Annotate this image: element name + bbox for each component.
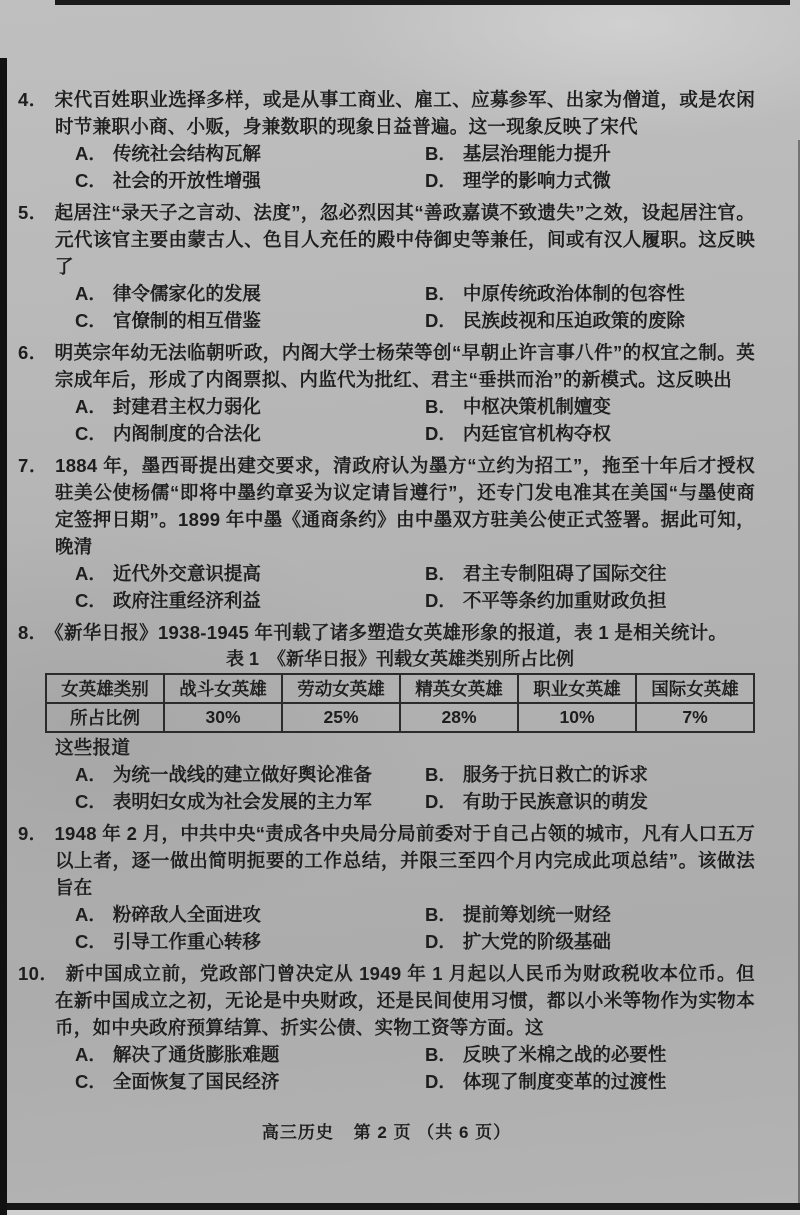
q4-option-c-text: 社会的开放性增强 [112, 170, 261, 191]
table-value-row [46, 703, 754, 732]
q4-option-d-label: D． [425, 170, 457, 191]
q4-option-b-text: 基层治理能力提升 [462, 143, 611, 164]
scan-edge-left [0, 58, 7, 1215]
footer-page-info: 第 2 页 （共 6 页） [353, 1123, 512, 1142]
q5-option-d [425, 307, 755, 334]
q10-stem-text: 新中国成立前，党政部门曾决定从 1949 年 1 月起以人民币为财政税收本位币。但在新中国成立之初，无论是中央财政，还是民间使用习惯，都以小米等物作为实物本币，如中央政府预算结算、折实公债、实物工资等方面。这 [55, 963, 755, 1038]
page-footer [18, 1118, 755, 1143]
q7-options [18, 560, 755, 614]
q6-option-c-text: 内阁制度的合法化 [112, 423, 261, 444]
q5-option-b-text: 中原传统政治体制的包容性 [462, 283, 685, 304]
q9-option-c-text: 引导工作重心转移 [112, 931, 261, 952]
table-header-cell: 国际女英雄 [636, 674, 754, 703]
q8-option-b [425, 761, 755, 788]
q10-options [18, 1041, 755, 1095]
q10-option-a [75, 1041, 425, 1068]
q9-option-a-text: 粉碎敌人全面进攻 [112, 904, 261, 925]
q7-option-c-label: C． [75, 590, 107, 611]
q6-option-a [75, 393, 425, 420]
q8-table-title: 表 1 《新华日报》刊载女英雄类别所占比例 [225, 649, 574, 669]
q8-option-d [425, 788, 755, 815]
q5-options [18, 280, 755, 334]
q9-number: 9． [18, 823, 48, 844]
q6-option-d-text: 内廷宦官机构夺权 [462, 423, 611, 444]
question-4 [18, 86, 755, 194]
q8-stem-text: 《新华日报》1938-1945 年刊载了诸多塑造女英雄形象的报道，表 1 是相关统计。 [54, 622, 728, 643]
q5-option-d-label: D． [425, 310, 457, 331]
q6-option-b-text: 中枢决策机制嬗变 [462, 396, 611, 417]
q9-options [18, 901, 755, 955]
q10-number: 10． [18, 963, 59, 984]
q10-option-a-text: 解决了通货膨胀难题 [112, 1044, 280, 1065]
q6-number: 6． [18, 342, 48, 363]
q10-stem [18, 960, 755, 1041]
q9-option-d-text: 扩大党的阶级基础 [462, 931, 611, 952]
q9-option-c [75, 928, 425, 955]
q8-option-c [75, 788, 425, 815]
q6-option-a-label: A． [75, 396, 107, 417]
q7-option-d [425, 587, 755, 614]
table-value-cell: 30% [164, 703, 282, 732]
q10-option-b [425, 1041, 755, 1068]
q9-option-c-label: C． [75, 931, 107, 952]
table-header-row [46, 674, 754, 703]
q5-option-b-label: B． [425, 283, 457, 304]
q7-option-b-label: B． [425, 563, 457, 584]
q5-option-c [75, 307, 425, 334]
q7-option-a [75, 560, 425, 587]
q8-stats-table [45, 673, 755, 733]
q9-option-a-label: A． [75, 904, 107, 925]
q9-stem-text: 1948 年 2 月，中共中央“责成各中央局分局前委对于自己占领的城市，凡有人口五万以上者，逐一做出简明扼要的工作总结，并限三至四个月内完成此项总结”。该做法旨在 [54, 823, 756, 898]
scan-edge-top [55, 0, 790, 5]
q4-stem [18, 86, 755, 140]
q6-option-a-text: 封建君主权力弱化 [112, 396, 261, 417]
q7-option-a-text: 近代外交意识提高 [112, 563, 261, 584]
q4-options [18, 140, 755, 194]
q4-option-d-text: 理学的影响力式微 [462, 170, 611, 191]
table-header-cell: 战斗女英雄 [164, 674, 282, 703]
q4-option-b [425, 140, 755, 167]
q8-stem-after: 这些报道 [55, 737, 131, 758]
q7-option-d-label: D． [425, 590, 457, 611]
q10-option-d-label: D． [425, 1071, 457, 1092]
q6-option-b [425, 393, 755, 420]
q6-option-d [425, 420, 755, 447]
q9-option-d [425, 928, 755, 955]
question-5 [18, 199, 755, 334]
question-6 [18, 339, 755, 447]
q5-option-a-text: 律令儒家化的发展 [112, 283, 261, 304]
q4-number: 4． [18, 89, 48, 110]
q8-option-c-label: C． [75, 791, 107, 812]
q8-option-a-text: 为统一战线的建立做好舆论准备 [112, 764, 372, 785]
question-8 [18, 619, 755, 815]
table-header-cell: 精英女英雄 [400, 674, 518, 703]
q8-option-c-text: 表明妇女成为社会发展的主力军 [112, 791, 372, 812]
q5-option-a [75, 280, 425, 307]
q9-option-b [425, 901, 755, 928]
q5-stem [18, 199, 755, 280]
q7-option-a-label: A． [75, 563, 107, 584]
q4-option-b-label: B． [425, 143, 457, 164]
q6-stem [18, 339, 755, 393]
q7-option-c [75, 587, 425, 614]
q6-option-c [75, 420, 425, 447]
q8-option-a [75, 761, 425, 788]
q5-option-c-label: C． [75, 310, 107, 331]
table-value-cell: 28% [400, 703, 518, 732]
q10-option-b-label: B． [425, 1044, 457, 1065]
q9-option-a [75, 901, 425, 928]
q8-option-d-label: D． [425, 791, 457, 812]
q8-number: 8． [18, 622, 48, 643]
q8-option-b-text: 服务于抗日救亡的诉求 [462, 764, 648, 785]
question-10 [18, 960, 755, 1095]
q10-option-d-text: 体现了制度变革的过渡性 [462, 1071, 667, 1092]
exam-content [18, 86, 755, 1100]
table-header-cell: 女英雄类别 [46, 674, 164, 703]
q6-option-c-label: C． [75, 423, 107, 444]
q10-option-d [425, 1068, 755, 1095]
q10-option-a-label: A． [75, 1044, 107, 1065]
q4-option-c [75, 167, 425, 194]
q5-option-c-text: 官僚制的相互借鉴 [112, 310, 261, 331]
q7-option-c-text: 政府注重经济利益 [112, 590, 261, 611]
q9-option-b-label: B． [425, 904, 457, 925]
q6-option-d-label: D． [425, 423, 457, 444]
footer-course: 高三历史 [261, 1123, 334, 1142]
table-value-cell: 7% [636, 703, 754, 732]
q6-options [18, 393, 755, 447]
q7-stem-text: 1884 年，墨西哥提出建交要求，清政府认为墨方“立约为招工”，拖至十年后才授权驻美公使杨儒“即将中墨约章妥为议定请旨遵行”，还专门发电准其在美国“与墨使商定签押日期”。1899 年中墨《通商条约》由中墨双方驻美公使正式签署。据此可知，晚清 [55, 455, 755, 557]
q5-stem-text: 起居注“录天子之言动、法度”，忽必烈因其“善政嘉谟不致遗失”之效，设起居注官。元代该官主要由蒙古人、色目人充任的殿中侍御史等兼任，间或有汉人履职。这反映了 [54, 202, 755, 277]
q8-option-a-label: A． [75, 764, 107, 785]
q10-option-c-text: 全面恢复了国民经济 [112, 1071, 280, 1092]
q9-stem [18, 820, 755, 901]
q4-option-a [75, 140, 425, 167]
q5-option-b [425, 280, 755, 307]
scan-edge-bottom-light [7, 1210, 800, 1215]
table-value-cell: 10% [518, 703, 636, 732]
q5-option-d-text: 民族歧视和压迫政策的废除 [462, 310, 685, 331]
q5-option-a-label: A． [75, 283, 107, 304]
q7-option-d-text: 不平等条约加重财政负担 [462, 590, 667, 611]
q9-option-b-text: 提前筹划统一财经 [462, 904, 611, 925]
q10-option-c-label: C． [75, 1071, 107, 1092]
q4-option-c-label: C． [75, 170, 107, 191]
q8-options [18, 761, 755, 815]
q7-number: 7． [18, 455, 49, 476]
q4-stem-text: 宋代百姓职业选择多样，或是从事工商业、雇工、应募参军、出家为僧道，或是农闲时节兼职小商、小贩，身兼数职的现象日益普遍。这一现象反映了宋代 [54, 89, 755, 137]
table-value-cell: 所占比例 [46, 703, 164, 732]
q7-option-b-text: 君主专制阻碍了国际交往 [462, 563, 667, 584]
q4-option-a-text: 传统社会结构瓦解 [112, 143, 261, 164]
q8-stem [18, 619, 755, 646]
scan-edge-bottom [7, 1203, 800, 1210]
table-value-cell: 25% [282, 703, 400, 732]
q9-option-d-label: D． [425, 931, 457, 952]
q5-number: 5． [18, 202, 48, 223]
q8-option-d-text: 有助于民族意识的萌发 [462, 791, 648, 812]
q7-option-b [425, 560, 755, 587]
q4-option-d [425, 167, 755, 194]
question-7 [18, 452, 755, 614]
q6-stem-text: 明英宗年幼无法临朝听政，内阁大学士杨荣等创“早朝止许言事八件”的权宜之制。英宗成年后，形成了内阁票拟、内监代为批红、君主“垂拱而治”的新模式。这反映出 [54, 342, 756, 390]
table-header-cell: 劳动女英雄 [282, 674, 400, 703]
question-9 [18, 820, 755, 955]
q8-option-b-label: B． [425, 764, 457, 785]
table-header-cell: 职业女英雄 [518, 674, 636, 703]
q10-option-c [75, 1068, 425, 1095]
q4-option-a-label: A． [75, 143, 107, 164]
q7-stem [18, 452, 755, 560]
q6-option-b-label: B． [425, 396, 457, 417]
q10-option-b-text: 反映了米棉之战的必要性 [462, 1044, 667, 1065]
